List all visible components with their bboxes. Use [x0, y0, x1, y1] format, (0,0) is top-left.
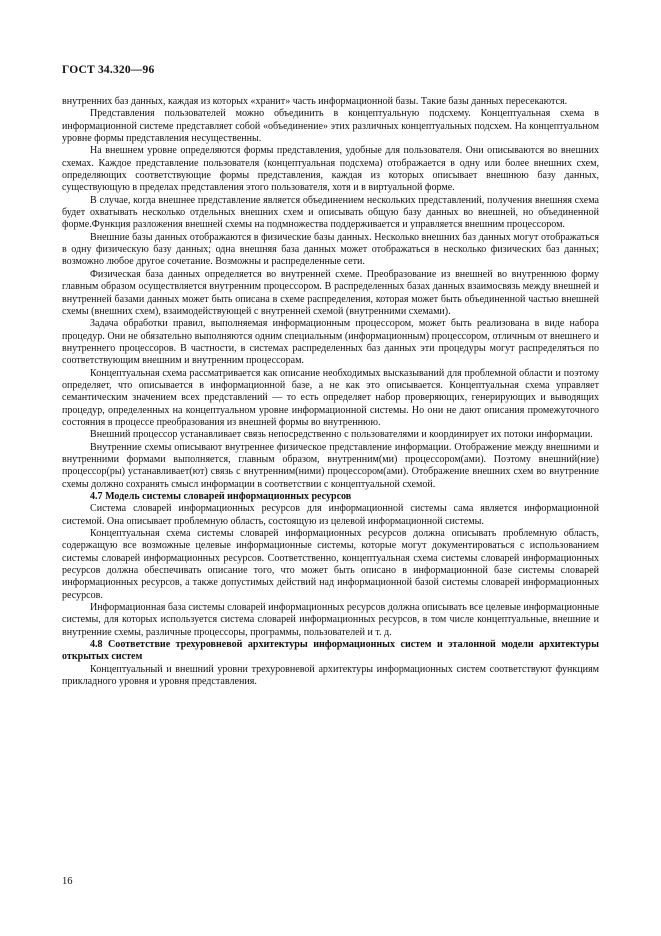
paragraph: Внешние базы данных отображаются в физические базы данных. Несколько внешних баз данных могут отображаться в одну физическую базу данных; одна внешняя база данных может отображаться в несколько физических баз данных; возможно любое другое сочетание. Возможны и распределенные сети.	[62, 231, 599, 268]
paragraph: На внешнем уровне определяются формы представления, удобные для пользователя. Они описываются во внешних схемах. Каждое представление пользователя (концептуальная подсхема) отображается в одну или более внешних схем, определяющих соответствующие формы представления, каждая из которых описывает внешнюю базу данных, существующую в пределах представления этого пользователя, хотя и в виртуальной форме.	[62, 145, 599, 194]
document-body	[62, 96, 599, 689]
paragraph: Система словарей информационных ресурсов для информационной системы сама является информационной системой. Она описывает проблемную область, состоящую из целевой информационной системы.	[62, 503, 599, 527]
document-code-header: ГОСТ 34.320—96	[62, 64, 155, 76]
section-heading-4-8: 4.8 Соответствие трехуровневой архитектуры информационных систем и эталонной модели архитектуры открытых систем	[62, 639, 599, 663]
paragraph: В случае, когда внешнее представление является объединением нескольких представлений, получения внешняя схема будет охватывать несколько отдельных внешних схем и описывать общую базу данных во внешней, но объединенной форме.Функция разложения внешней схемы на подмножества поддерживается и управляется внешним процессором.	[62, 194, 599, 231]
paragraph: Представления пользователей можно объединить в концептуальную подсхему. Концептуальная схема в информационной системе представляет собой «объединение» этих различных концептуальных подсхем. На концептуальном уровне формы представления несущественны.	[62, 108, 599, 145]
paragraph: Концептуальная схема системы словарей информационных ресурсов должна описывать проблемную область, содержащую все возможные целевые информационные системы, которые могут документироваться с использованием системы словарей информационных ресурсов. Соответственно, концептуальная схема системы словарей информационных ресурсов должна обеспечивать описание того, что может быть описано в информационной базе системы словарей информационных ресурсов, а также допустимых действий над информационной базой системы словарей информационных ресурсов.	[62, 528, 599, 601]
paragraph: внутренних баз данных, каждая из которых «хранит» часть информационной базы. Такие базы данных пересекаются.	[62, 96, 568, 107]
section-heading-4-7: 4.7 Модель системы словарей информационных ресурсов	[90, 491, 352, 502]
paragraph: Концептуальная схема рассматривается как описание необходимых высказываний для проблемной области и поэтому определяет, что описывается в информационной базе, а не как это описывается. Концептуальная схема управляет семантическим значением всех представлений — то есть определяет набор проверяющих, генерирующих и выводящих процедур, определенных на концептуальном уровне информационной системы. Но они не дают описания промежуточного состояния в процессе преобразования из внешней формы во внутреннюю.	[62, 367, 599, 428]
paragraph: Информационная база системы словарей информационных ресурсов должна описывать все целевые информационные системы, для которых используется система словарей информационных ресурсов, в том числе концептуальные, внешние и внутренние схемы, различные процессоры, программы, пользователей и т. д.	[62, 602, 599, 638]
paragraph: Внешний процессор устанавливает связь непосредственно с пользователями и координирует их потоки информации.	[90, 429, 593, 441]
paragraph: Задача обработки правил, выполняемая информационным процессором, может быть реализована в виде набора процедур. Они не обязательно выполняются одним специальным (информационным) процессором, отличным от внешнего и внутреннего процессоров. В частности, в системах распределенных баз данных эти процедуры могут распределяться по соответствующим внешним и внутренним процессорам.	[62, 318, 599, 367]
paragraph: Физическая база данных определяется во внутренней схеме. Преобразование из внешней во внутреннюю форму главным образом осуществляется внутренним процессором. В распределенных базах данных взаимосвязь между внешней и внутренней базами данных может быть описана в схеме распределения, которая может быть объединенной частью внешней схемы (внешних схем), взаимодействующей с внутренней схемой (внутренними схемами).	[62, 268, 599, 317]
page-number: 16	[62, 876, 73, 887]
paragraph: Внутренние схемы описывают внутреннее физическое представление информации. Отображение между внешними и внутренними формами выполняется, главным образом, внутренним(ми) процессором(ами). Поэтому внешний(ние) процессор(ры) устанавливает(ют) связь с внутренним(ними) процессором(ами). Отображение внешних схем во внутренние схемы должно сохранять смысл информации в соответствии с концептуальной схемой.	[62, 441, 599, 490]
paragraph: Концептуальный и внешний уровни трехуровневой архитектуры информационных систем соответствуют функциям прикладного уровня и уровня представления.	[62, 663, 599, 688]
